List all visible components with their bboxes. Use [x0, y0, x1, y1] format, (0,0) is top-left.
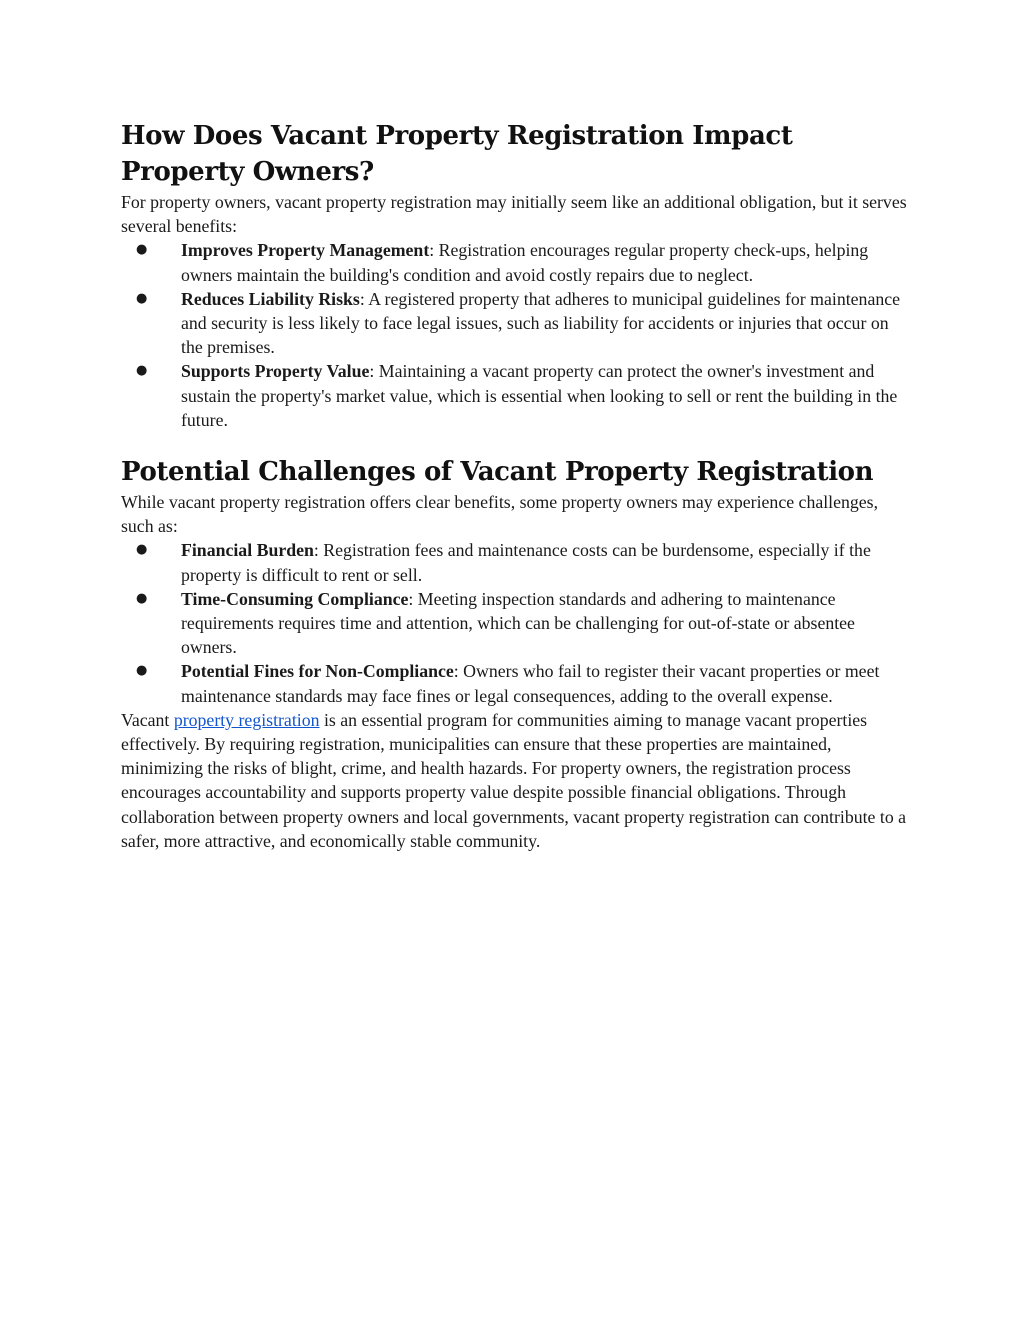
bullet-icon: ● — [136, 290, 148, 306]
section-intro-challenges: While vacant property registration offers clear benefits, some property owners may experience challenges, such as: — [121, 492, 879, 537]
list-item-term: Financial Burden — [181, 540, 314, 561]
list-item-text: : Maintaining a vacant property can protect the owner's investment and sustain the property's market value, which is essential when looking to sell or rent the building in the future. — [181, 361, 898, 430]
conclusion-text-before: Vacant — [121, 709, 174, 730]
list-item — [121, 238, 911, 286]
conclusion-paragraph — [121, 708, 911, 853]
bullet-icon: ● — [136, 590, 148, 606]
bullet-icon: ● — [136, 663, 148, 679]
list-item-text: : Owners who fail to register their vacant properties or meet maintenance standards may face fines or legal consequences, adding to the overall expense. — [181, 661, 880, 706]
challenges-list — [121, 538, 911, 707]
list-item-term: Improves Property Management — [181, 240, 430, 261]
list-item-text: : Registration encourages regular property check-ups, helping owners maintain the building's condition and avoid costly repairs due to neglect. — [181, 240, 869, 285]
section-heading-challenges: Potential Challenges of Vacant Property Registration — [121, 457, 874, 488]
bullet-icon: ● — [136, 542, 148, 558]
benefits-list — [121, 238, 911, 432]
list-item — [121, 659, 911, 707]
list-item-term: Time-Consuming Compliance — [181, 588, 409, 609]
list-item — [121, 359, 911, 432]
list-item-term: Reduces Liability Risks — [181, 288, 360, 309]
list-item-text: : Registration fees and maintenance costs can be burdensome, especially if the property is difficult to rent or sell. — [181, 540, 871, 585]
list-item-term: Potential Fines for Non-Compliance — [181, 661, 454, 682]
list-item-text: : Meeting inspection standards and adhering to maintenance requirements requires time and attention, which can be challenging for out-of-state or absentee owners. — [181, 588, 855, 658]
list-item — [121, 287, 911, 360]
bullet-icon: ● — [136, 242, 148, 258]
bullet-icon: ● — [136, 363, 148, 379]
list-item — [121, 587, 911, 660]
section-intro-impact: For property owners, vacant property registration may initially seem like an additional obligation, but it serves several benefits: — [121, 192, 907, 237]
property-registration-link[interactable]: property registration — [173, 709, 320, 730]
list-item — [121, 538, 911, 586]
document-page — [121, 118, 911, 853]
list-item-text: : A registered property that adheres to municipal guidelines for maintenance and security is less likely to face legal issues, such as liability for accidents or injuries that occur on the premises. — [181, 288, 901, 358]
section-heading-impact: How Does Vacant Property Registration Impact Property Owners? — [121, 121, 793, 187]
conclusion-text-after: is an essential program for communities aiming to manage vacant properties effectively. By requiring registration, municipalities can ensure that these properties are maintained, minimizing the risks of blight, crime, and health hazards. For property owners, the registration process encourages accountability and supports property value despite possible financial obligations. Through collaboration between property owners and local governments, vacant property registration can contribute to a safer, more attractive, and economically stable community. — [121, 709, 907, 851]
list-item-term: Supports Property Value — [181, 361, 370, 382]
